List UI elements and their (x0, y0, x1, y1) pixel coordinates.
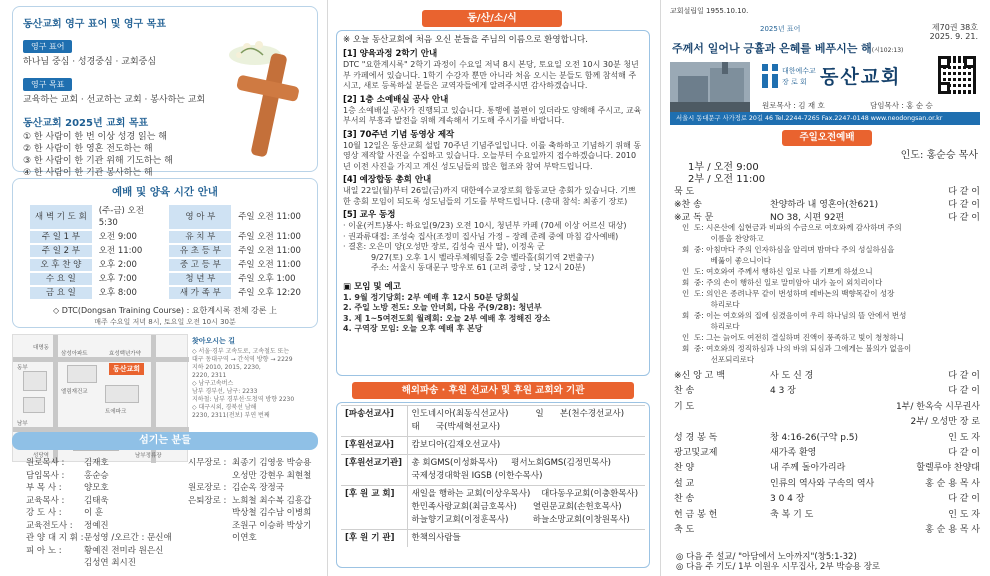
condolence-title: [5] 교우 동정 (343, 210, 396, 220)
panel-church-info (6, 4, 322, 570)
year-goal-1: ① 한 사람이 한 번 이상 성경 읽는 해 (23, 132, 167, 142)
order-label: 찬 송 (674, 494, 695, 505)
mission-entry: 하늘향기교회(이정훈목사) 하늘소망교회(이창원목사) (411, 515, 630, 525)
mission-table (341, 405, 645, 547)
denomination-2: 장 로 회 (782, 78, 807, 86)
map-label: 대명동 (33, 345, 49, 351)
schedule-name: 수 요 일 (30, 273, 92, 285)
news-item-title: [3] 70주년 기념 동영상 제작 (343, 129, 455, 140)
mission-entry: 한책의사람들 (411, 533, 461, 543)
vision-box (12, 6, 318, 178)
order-row (674, 383, 980, 395)
schedule-row (30, 287, 306, 299)
staff-row (26, 456, 311, 468)
schedule-box (12, 178, 318, 328)
order-item: NO 38, 시편 92편 (770, 213, 845, 223)
schedule-name: 청 년 부 (169, 273, 231, 285)
staff-role: 피 아 노 : (26, 545, 62, 556)
order-row (674, 491, 980, 503)
mission-entry: 인도네시아(최동식선교사) 일 본(천수경선교사) (411, 409, 625, 419)
mission-entry: 태 국(박세혁선교사) (411, 422, 501, 432)
mission-entries (407, 406, 645, 437)
order-right: 다 같 이 (948, 494, 980, 505)
mission-category: [파송선교사] (341, 406, 407, 437)
vision-heading: 동산교회 영구 표어 및 영구 목표 (23, 19, 166, 30)
dtc-note: ◇ DTC(Dongsan Training Course) : 요한계시록 전체 강론 上 (53, 306, 277, 315)
meeting-title: ▣ 모임 및 예고 (343, 281, 401, 292)
responsive-line: 하리로다 (682, 300, 740, 309)
schedule-name: 유 초 등 부 (169, 245, 231, 257)
staff-role: 은퇴장로 : (188, 495, 227, 506)
year-goal-4: ④ 한 사람이 한 기관 봉사하는 해 (23, 168, 153, 178)
news-intro: ※ 오늘 동산교회에 처음 오신 분들을 주님의 이름으로 환영합니다. (343, 35, 588, 45)
direction-line: 2230, 2311(전보) 부연 번째 (192, 412, 270, 419)
goal-text: 교육하는 교회 · 선교하는 교회 · 봉사하는 교회 (23, 95, 206, 105)
news-item-body: DTC "요한계시록" 2학기 과정이 수요일 저녁 8시 본당, 토요일 오전 10시 30분 청년부 카페에서 있습니다. 1학기 수강자 뿐만 아니라 처음 오시는 분들도 함께 참석해 주시고, 새로 등록하실 분들은 교역자들에게 알려주시면 감사하겠습니다. (343, 60, 639, 90)
news-item-title: [1] 양육과정 2학기 안내 (343, 49, 438, 59)
mission-entry: 캄보디아(김재오선교사) (411, 440, 501, 450)
mission-entry: 총 회GMS(이성화목사) 평서노회GMS(김정민목사) (411, 458, 611, 468)
staff-row (26, 481, 284, 493)
schedule-time: 주일 오전 11:00 (238, 260, 301, 270)
news-item-title: [4] 예장합동 총회 안내 (343, 175, 432, 185)
staff-role: 관 양 대 지 휘 : (26, 533, 84, 543)
order-right: 할렐루야 찬양대 (916, 463, 980, 474)
staff-names: 최종기 김영웅 박승용 (232, 458, 312, 468)
schedule-time: 오후 7:00 (98, 274, 137, 284)
direction-line: 지하철: 남부 경부선·도청역 방향 2230 (192, 396, 295, 403)
order-right: 다 같 이 (948, 187, 980, 197)
schedule-row (30, 259, 306, 271)
responsive-line: 하리로다 (682, 322, 740, 331)
order-label: ※교 독 문 (674, 213, 714, 223)
order-row (674, 368, 980, 380)
church-map-marker: 동산교회 (109, 363, 144, 375)
schedule-heading: 예배 및 양육 시간 안내 (112, 186, 218, 198)
panel-news (332, 4, 654, 570)
schedule-name: 오 후 찬 양 (30, 259, 92, 271)
direction-line: ◇ 서울·경부 고속도로, 고속철도 또는 (192, 348, 290, 355)
direction-line: 대구 동대구역 → 간석역 방향 → 2229 (192, 356, 293, 363)
staff-row (26, 556, 232, 568)
staff-role: 부 목 사 : (26, 483, 62, 493)
order-item: 4 3 장 (770, 386, 796, 397)
schedule-name: 새 벽 기 도 회 (30, 205, 92, 229)
senior-pastor: 담임목사 : 홍 순 승 (870, 101, 933, 110)
mission-entry: 새일을 행하는 교회(이상우목사) 대다동우교회(이충환목사) (411, 489, 639, 499)
order-right: 홍 순 용 목 사 (925, 525, 980, 535)
responsive-line: 회 중: 주의 손이 행하신 일로 말미암아 내가 높이 외치리이다 (682, 278, 883, 287)
worship-leader: 인도: 홍순승 목사 (900, 150, 978, 161)
year-goal-3: ③ 한 사람이 한 기관 위해 기도하는 해 (23, 156, 173, 166)
schedule-time: 주일 오후 12:20 (238, 288, 301, 298)
order-label: 찬 송 (674, 386, 695, 397)
schedule-time: 주일 오후 1:00 (238, 274, 296, 284)
church-name: 동산교회 (820, 66, 902, 88)
staff-row (26, 494, 311, 506)
staff-names: 이 훈 (84, 508, 104, 518)
condolence-line: 주소: 서울시 동대문구 망우로 61 (고려 중앙 , 낮 12시 20분) (343, 263, 586, 272)
responsive-line: 인 도: 그는 늙어도 여전히 결실하며 진액이 풍족하고 빛이 청청하니 (682, 333, 904, 342)
mission-entry: 한민족사랑교회(최금호목사) 열린문교회(손헌호목사) (411, 502, 622, 512)
responsive-line: 회 중: 이는 여호와의 집에 심겼음이여 우리 하나님의 뜰 안에서 번성 (682, 311, 907, 320)
responsive-line: 인 도: 의인은 종려나무 같이 번성하며 레바논의 백향목같이 성장 (682, 289, 895, 298)
staff-names: 문성영 /오르간 : 문신애 (84, 533, 172, 543)
staff-row (26, 519, 311, 531)
service-time-1: 1부 / 오전 9:00 (688, 162, 759, 173)
schedule-name: 금 요 일 (30, 287, 92, 299)
map-label: 동부 (17, 365, 28, 371)
year-motto-ref: (시102:13) (871, 47, 904, 54)
order-right: 다 같 이 (948, 200, 980, 210)
staff-row (26, 544, 232, 556)
order-label: 헌 금 봉 헌 (674, 509, 718, 520)
order-item: 인류의 역사와 구속의 역사 (770, 478, 875, 489)
service-time-2: 2부 / 오전 11:00 (688, 174, 766, 185)
mission-row (341, 530, 645, 548)
news-item-body: 1층 소예배실 공사가 진행되고 있습니다. 통행에 불편이 있더라도 양해해 주시고, 교육부서의 부흥과 발전을 위해 계속해서 기도해 주시기를 바랍니다. (343, 105, 642, 125)
mission-entries (407, 437, 645, 455)
staff-role: 원로목사 : (26, 458, 65, 468)
pastor-emeritus: 원로목사 : 김 재 호 (762, 101, 825, 110)
direction-line: 남부 경부선, 남구: 2233 (192, 388, 258, 395)
schedule-time: 주일 오전 11:00 (238, 232, 301, 242)
meeting-line: 3. 제 1~5여전도회 월례회: 오늘 2부 예배 후 정해진 장소 (343, 313, 551, 323)
address-bar: 서울시 동대문구 사가정로 20길 46 Tel.2244-7265 Fax.2247-0148 www.neodongsan.or.kr (670, 112, 980, 125)
staff-names: 오성만 강현우 최현철 (232, 470, 312, 481)
order-row (674, 445, 980, 457)
order-item: 축 복 기 도 (770, 509, 814, 520)
mission-box (336, 402, 650, 568)
staff-names: 황예진 전미라 원은신 (84, 545, 164, 556)
masthead (666, 4, 984, 120)
order-item: 새가족 환영 (770, 448, 817, 458)
mission-category: [후원선교기관] (341, 455, 407, 486)
order-row (674, 507, 980, 519)
responsive-line: 인 도: 시온산에 십현금과 비파의 수금으로 여호와께 감사하며 주의 (682, 223, 902, 232)
panel-bulletin-cover (666, 4, 984, 570)
schedule-row (30, 245, 306, 257)
schedule-name: 새 가 족 부 (169, 287, 231, 299)
meeting-line: 1. 9월 정기당회: 2부 예배 후 12시 50분 당회실 (343, 292, 519, 302)
cross-illustration (225, 25, 305, 165)
order-row (674, 399, 980, 411)
staff-names: 조원구 이승하 박상기 (232, 520, 312, 531)
mission-category: [후 원 교 회] (341, 486, 407, 530)
year-motto-text: 주께서 일어나 긍휼과 은혜를 베푸시는 해 (672, 42, 872, 55)
schedule-row (30, 273, 306, 285)
motto-tab: 영구 표어 (23, 40, 72, 53)
condolence-line: · 결혼: 오은미 양(오성만 장로, 김성숙 권사 딸), 이정욱 군 (343, 242, 545, 251)
mission-category: [후 원 기 관] (341, 530, 407, 548)
order-label: 설 교 (674, 478, 695, 489)
condolence-line: · 이윤(커트)봉사: 하요일(9/23) 오전 10시, 청년부 카페 (70세 이상 어르신 대상) (343, 221, 627, 230)
staff-row (26, 531, 257, 543)
year-goal-heading: 동산교회 2025년 교회 목표 (23, 118, 149, 129)
staff-names: 홍순승 (84, 470, 109, 481)
issue-number: 제70권 38호 (931, 23, 978, 32)
responsive-reading (682, 222, 980, 365)
staff-role: 담임목사 : (26, 470, 65, 481)
staff-names: 김순옥 장정국 (232, 483, 284, 493)
direction-line: ◇ 남구고속버스 (192, 380, 234, 387)
responsive-line: 이름을 찬양하고 (682, 234, 764, 243)
direction-line: ◇ 대구시외, 경북선 남해 (192, 404, 257, 411)
condolence-line: · 권과류대접: 조성숙 집사(조정미 집사님 가정 – 장례 준례 중에 마침 감사예배) (343, 231, 619, 241)
year-motto-label: 2025년 표어 (760, 25, 801, 33)
order-item: 사 도 신 경 (770, 371, 814, 381)
denomination: 대한예수교 (782, 67, 816, 75)
mission-entries (407, 530, 645, 548)
map-label: 효성백년가약 (109, 351, 141, 357)
order-row (674, 460, 980, 472)
map-label: 남부 (17, 421, 28, 427)
order-row (674, 197, 980, 209)
staff-names: 정예진 (84, 520, 109, 531)
order-label: ※찬 송 (674, 200, 702, 210)
schedule-time: 주일 오전 11:00 (238, 246, 301, 256)
mission-row (341, 455, 645, 486)
order-right: 2부/ 오성만 장 로 (910, 417, 980, 428)
directions (192, 336, 320, 420)
staff-role: 시무장로 : (188, 458, 227, 468)
schedule-time: 주일 오전 11:00 (238, 212, 301, 222)
news-item-body: 10월 12일은 동산교회 설립 70주년 기념주일입니다. 이를 축하하고 기념하기 위해 동영상 제작할 사진을 수집하고 있습니다. 오늘부터 수요일까지 접수하겠습니다. 2010년 이전 사진을 가지고 계신 성도님들의 많은 협조와 참여 부탁드립니다. (343, 140, 642, 171)
order-label: 축 도 (674, 525, 695, 535)
schedule-table (27, 203, 309, 301)
mission-row (341, 437, 645, 455)
news-item-title: [2] 1층 소예배실 공사 안내 (343, 94, 449, 105)
meeting-line: 2. 주일 노방 전도: 오늘 안녀회, 다음 주(9/28): 청년부 (343, 303, 542, 312)
church-building-photo (670, 62, 750, 112)
order-row (674, 522, 980, 534)
order-right: 다 같 이 (948, 386, 980, 397)
order-item: 찬양하라 내 영혼아(찬621) (770, 200, 879, 210)
staff-names: 김성연 최시진 (84, 558, 136, 568)
map-label: 삼성아파트 (61, 351, 88, 357)
staff-names: 김태욱 (84, 495, 109, 506)
order-row (674, 476, 980, 488)
order-row (674, 210, 980, 222)
staff-role: 원로장로 : (188, 483, 227, 493)
responsive-line: 인 도: 여호와여 주께서 행하신 일로 나를 기쁘게 하셨으니 (682, 267, 873, 276)
news-heading: 동/산/소/식 (422, 10, 562, 27)
direction-line: 지하 2010, 2015, 2230, (192, 364, 261, 371)
order-item: 내 주께 돌아가리라 (770, 463, 846, 474)
staff-names: 양모호 (84, 483, 109, 493)
responsive-line: 회 중: 아침마다 주의 인자하심을 알리며 밤마다 주의 성실하심을 (682, 245, 895, 254)
mission-category: [후원선교사] (341, 437, 407, 455)
motto-text: 하나님 중심 · 성경중심 · 교회중심 (23, 57, 157, 67)
order-row (674, 430, 980, 442)
map-label: 남부정류장 (135, 453, 162, 459)
map-label: 성당역 (33, 453, 49, 459)
schedule-name: 주 일 1 부 (30, 231, 92, 243)
order-row (674, 414, 980, 426)
order-right: 다 같 이 (948, 371, 980, 381)
year-motto (672, 40, 978, 56)
mission-heading: 해외파송 · 후원 선교사 및 후원 교회와 기관 (352, 382, 634, 399)
responsive-line: 선포되리로다 (682, 355, 755, 364)
staff-role: 강 도 사 : (26, 508, 62, 518)
direction-line: 2220, 2311 (192, 372, 227, 379)
order-right: 인 도 자 (948, 509, 980, 520)
schedule-time: 오후 8:00 (98, 288, 137, 298)
staff-names: 김재호 (84, 458, 109, 468)
church-logo (762, 62, 924, 94)
founded-date: 교회설립일 1955.10.10. (670, 7, 749, 15)
mission-row (341, 486, 645, 530)
schedule-time: 오후 2:00 (98, 260, 137, 270)
order-label: ※신 앙 고 백 (674, 371, 725, 381)
order-label: 광고및교제 (674, 448, 718, 458)
mission-entry: 국제성경대학원 IGSB (이한수목사) (411, 471, 543, 481)
staff-row (26, 469, 311, 481)
news-box (336, 30, 650, 376)
qr-code (938, 56, 976, 94)
order-label: 묵 도 (674, 187, 695, 197)
staff-names: 이연호 (232, 533, 257, 543)
condolence-line: 9/27(토) 오후 1시 벨라루체웨딩홀 2층 벨라홀(회기역 2번출구) (343, 252, 595, 262)
meeting-line: 4. 구역장 모임: 오늘 오후 예배 후 본당 (343, 324, 483, 333)
order-label: 찬 양 (674, 463, 695, 474)
staff-names: 박상철 김수남 이병희 (232, 508, 312, 518)
mission-entries (407, 455, 645, 486)
schedule-name: 주 일 2 부 (30, 245, 92, 257)
order-label: 성 경 봉 독 (674, 432, 718, 443)
order-right: 1부/ 한옥숙 시무권사 (895, 401, 980, 412)
schedule-row (30, 231, 306, 243)
order-right: 인 도 자 (948, 432, 980, 443)
mission-row (341, 406, 645, 437)
staff-names: 노희철 최수복 김흥갑 (232, 495, 312, 506)
order-row (674, 184, 980, 196)
order-label: 기 도 (674, 401, 695, 412)
staff-role: 교육목사 : (26, 495, 65, 506)
service-title: 주일오전예배 (782, 130, 872, 146)
schedule-name: 영 아 부 (169, 205, 231, 229)
schedule-name: 중 고 등 부 (169, 259, 231, 271)
next-week-prayer: ◎ 다음 주 기도/ 1부 이원우 시무집사, 2부 박승용 장로 (676, 562, 881, 570)
year-goal-2: ② 한 사람이 한 영혼 전도하는 해 (23, 144, 153, 154)
news-item-body: 내일 22일(월)부터 26일(금)까지 대한예수교장로회 합동교단 총회가 있습니다. 기쁘한 총회 모임이 되도록 성도님들의 기도를 부탁드립니다. (총대 참석: 최종기 장로) (343, 186, 636, 206)
responsive-line: 회 중: 여호와의 정직하심과 나의 바위 되심과 그에게는 불의가 없음이 (682, 344, 912, 353)
staff-row (26, 506, 311, 518)
staff-list (12, 452, 318, 568)
map-label: 엘림재건교 (61, 389, 88, 395)
mission-entries (407, 486, 645, 530)
order-item: 3 0 4 장 (770, 494, 805, 505)
order-right: 다 같 이 (948, 213, 980, 223)
next-week-sermon: ◎ 다음 주 설교/ "아담에서 노아까지"(창5:1-32) (676, 552, 857, 562)
schedule-time: 오전 9:00 (98, 232, 137, 242)
directions-title: 찾아오시는 길 (192, 337, 236, 345)
schedule-time: 오전 11:00 (98, 246, 143, 256)
map-label: 트에파크 (105, 409, 127, 415)
schedule-name: 유 치 부 (169, 231, 231, 243)
goal-tab: 영구 목표 (23, 78, 72, 91)
order-right: 다 같 이 (948, 448, 980, 458)
staff-heading: 섬기는 분들 (12, 432, 318, 450)
dtc-time: 매주 수요일 저녁 8시, 토요일 오전 10시 30분 (94, 318, 236, 326)
schedule-time: (주-금) 오전 5:30 (98, 206, 144, 228)
order-right: 홍 순 용 목 사 (925, 478, 980, 489)
responsive-line: 베풂이 좋으니이다 (682, 256, 771, 265)
order-item: 창 4:16-26(구약 p.5) (770, 432, 859, 443)
schedule-row (30, 205, 306, 229)
staff-role: 교육전도사 : (26, 520, 73, 531)
issue-date: 2025. 9. 21. (929, 32, 978, 41)
